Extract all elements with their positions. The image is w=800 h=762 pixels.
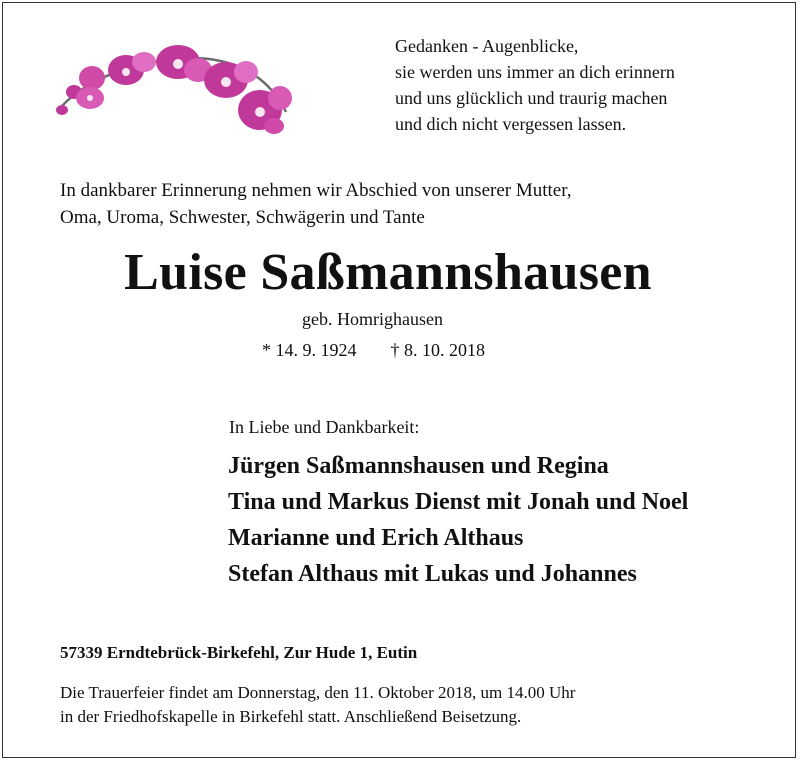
life-dates bbox=[262, 340, 485, 361]
memorial-poem bbox=[395, 33, 675, 137]
family-address: 57339 Erndtebrück-Birkefehl, Zur Hude 1, Eutin bbox=[60, 643, 418, 662]
funeral-line: in der Friedhofskapelle in Birkefehl statt. Anschließend Beisetzung. bbox=[60, 707, 522, 726]
funeral-notice bbox=[60, 681, 575, 729]
deceased-name: Luise Saßmannshausen bbox=[124, 244, 652, 301]
birth-date: * 14. 9. 1924 bbox=[262, 340, 357, 360]
intro-text bbox=[60, 177, 572, 231]
mourners-heading: In Liebe und Dankbarkeit: bbox=[229, 417, 420, 437]
mourner-line: Jürgen Saßmannshausen und Regina bbox=[228, 453, 609, 479]
mourners-list bbox=[228, 448, 688, 592]
intro-line: Oma, Uroma, Schwester, Schwägerin und Tante bbox=[60, 207, 425, 228]
poem-line: sie werden uns immer an dich erinnern bbox=[395, 62, 675, 82]
maiden-name: geb. Homrighausen bbox=[302, 309, 443, 329]
poem-line: und dich nicht vergessen lassen. bbox=[395, 114, 627, 134]
orchid-branch-image bbox=[48, 40, 308, 140]
mourner-line: Tina und Markus Dienst mit Jonah und Noel bbox=[228, 489, 689, 515]
poem-line: und uns glücklich und traurig machen bbox=[395, 88, 668, 108]
death-date: † 8. 10. 2018 bbox=[390, 340, 485, 360]
mourner-line: Stefan Althaus mit Lukas und Johannes bbox=[228, 561, 637, 587]
mourner-line: Marianne und Erich Althaus bbox=[228, 525, 524, 551]
intro-line: In dankbarer Erinnerung nehmen wir Abschied von unserer Mutter, bbox=[60, 180, 572, 201]
funeral-line: Die Trauerfeier findet am Donnerstag, den 11. Oktober 2018, um 14.00 Uhr bbox=[60, 683, 576, 702]
poem-line: Gedanken - Augenblicke, bbox=[395, 36, 579, 56]
